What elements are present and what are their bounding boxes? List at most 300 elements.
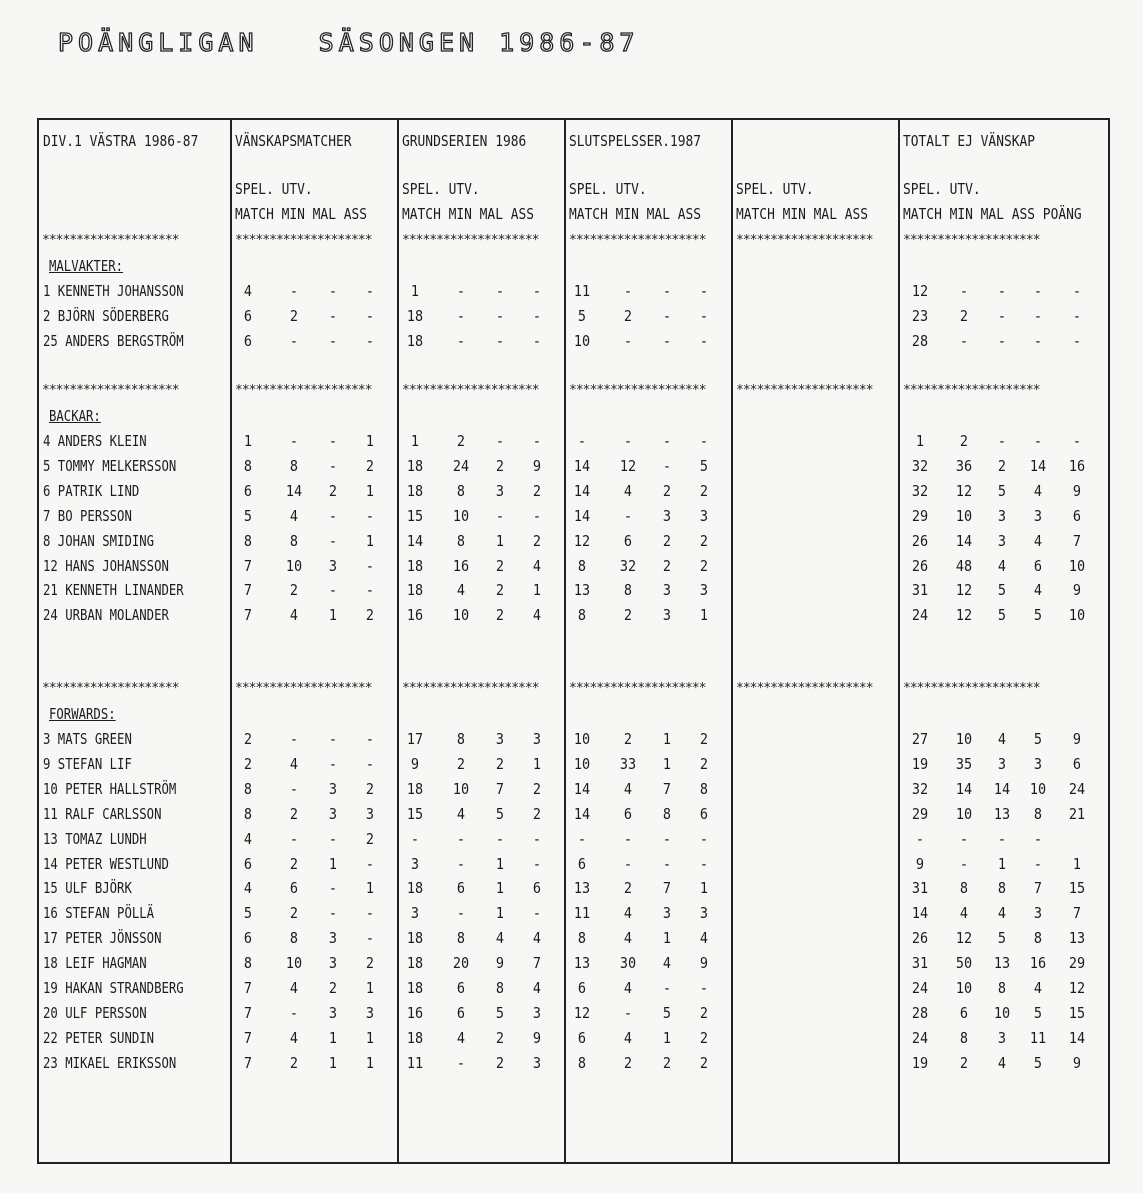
- stat-cell: -: [662, 432, 672, 450]
- stat-cell: 14: [573, 481, 591, 500]
- stat-cell: 9: [1072, 581, 1082, 600]
- stat-cell: 5: [495, 804, 505, 823]
- stat-cell: 3: [997, 506, 1007, 525]
- stat-cell: -: [365, 730, 375, 748]
- stat-cell: -: [365, 581, 375, 600]
- stat-cell: 11: [573, 282, 591, 300]
- stat-cell: 1: [365, 879, 375, 898]
- stat-cell: -: [623, 331, 633, 350]
- stat-cell: 1: [532, 754, 542, 773]
- stat-cell: -: [328, 730, 338, 748]
- player-name: 11 RALF CARLSSON: [43, 804, 162, 823]
- stat-cell: -: [289, 282, 299, 300]
- separator-stars: ********************: [235, 234, 372, 248]
- stat-cell: 10: [573, 754, 591, 773]
- stat-cell: 9: [532, 1028, 542, 1047]
- stat-cell: -: [1033, 854, 1043, 873]
- stat-cell: 5: [997, 929, 1007, 948]
- stat-cell: 1: [495, 854, 505, 873]
- stat-cell: 2: [623, 879, 633, 898]
- stat-cell: 8: [243, 531, 253, 550]
- stat-cell: 4: [532, 606, 542, 625]
- stat-cell: 29: [1068, 954, 1086, 973]
- stat-cell: 2: [365, 606, 375, 625]
- stat-cell: 6: [532, 879, 542, 898]
- stat-cell: 14: [993, 779, 1011, 798]
- stat-cell: 12: [573, 1003, 591, 1022]
- stat-cell: 12: [911, 282, 929, 300]
- stat-cell: 2: [662, 1053, 672, 1072]
- stat-cell: 3: [1033, 754, 1043, 773]
- stat-cell: -: [289, 1003, 299, 1022]
- stat-cell: -: [577, 829, 587, 848]
- group-header-slutspel: SLUTSPELSSER.1987: [569, 132, 702, 150]
- subheader-spel-utv: SPEL. UTV.: [736, 180, 814, 198]
- stat-cell: 2: [662, 556, 672, 575]
- player-name: 4 ANDERS KLEIN: [43, 432, 147, 450]
- stat-cell: 2: [328, 979, 338, 997]
- stat-cell: 3: [662, 581, 672, 600]
- stat-cell: 16: [1068, 456, 1086, 475]
- stat-cell: -: [997, 282, 1007, 300]
- stat-cell: 2: [699, 1028, 709, 1047]
- stat-cell: 1: [699, 606, 709, 625]
- stat-cell: 8: [662, 804, 672, 823]
- stat-cell: 11: [1029, 1028, 1047, 1047]
- stat-cell: 4: [456, 1028, 466, 1047]
- stat-cell: 10: [452, 606, 470, 625]
- stat-cell: -: [959, 829, 969, 848]
- stat-cell: 4: [623, 904, 633, 923]
- stat-cell: 18: [406, 954, 424, 973]
- player-name: 23 MIKAEL ERIKSSON: [43, 1053, 177, 1072]
- stat-cell: 18: [406, 879, 424, 898]
- stat-cell: 4: [456, 581, 466, 600]
- separator-stars: ********************: [42, 384, 179, 398]
- subheader-match-columns: MATCH MIN MAL ASS: [569, 205, 702, 223]
- stat-cell: 2: [495, 556, 505, 575]
- separator-stars: ********************: [42, 682, 179, 696]
- stat-cell: -: [532, 306, 542, 325]
- stat-cell: 1: [365, 432, 375, 450]
- stat-cell: 4: [623, 929, 633, 948]
- stat-cell: 2: [699, 1003, 709, 1022]
- stat-cell: 2: [662, 481, 672, 500]
- stat-cell: 4: [289, 754, 299, 773]
- stat-cell: 8: [289, 929, 299, 948]
- player-name: 5 TOMMY MELKERSSON: [43, 456, 177, 475]
- stat-cell: -: [959, 282, 969, 300]
- stat-cell: -: [289, 779, 299, 798]
- player-name: 13 TOMAZ LUNDH: [43, 829, 147, 848]
- stat-cell: -: [456, 331, 466, 350]
- player-name: 8 JOHAN SMIDING: [43, 531, 155, 550]
- subheader-match-columns: MATCH MIN MAL ASS: [235, 205, 368, 223]
- stat-cell: 6: [959, 1003, 969, 1022]
- stat-cell: 9: [532, 456, 542, 475]
- stat-cell: 3: [365, 804, 375, 823]
- subheader-spel-utv: SPEL. UTV.: [569, 180, 647, 198]
- stat-cell: -: [1072, 282, 1082, 300]
- stat-cell: 6: [699, 804, 709, 823]
- stat-cell: 8: [577, 606, 587, 625]
- stat-cell: 14: [573, 804, 591, 823]
- stat-cell: -: [365, 754, 375, 773]
- stat-cell: 1: [328, 854, 338, 873]
- stat-cell: -: [959, 854, 969, 873]
- stat-cell: 3: [1033, 506, 1043, 525]
- stat-cell: 8: [456, 531, 466, 550]
- stat-cell: -: [1033, 331, 1043, 350]
- stat-cell: -: [365, 282, 375, 300]
- stat-cell: 3: [328, 954, 338, 973]
- stat-cell: 2: [289, 804, 299, 823]
- stat-cell: -: [365, 306, 375, 325]
- stat-cell: -: [662, 854, 672, 873]
- stat-cell: -: [577, 432, 587, 450]
- column-divider: [564, 120, 566, 1162]
- stat-cell: 15: [406, 506, 424, 525]
- stat-cell: 2: [699, 556, 709, 575]
- stat-cell: 12: [1068, 979, 1086, 997]
- stat-cell: -: [365, 929, 375, 948]
- stat-cell: 1: [662, 730, 672, 748]
- stat-cell: 12: [955, 481, 973, 500]
- stat-cell: 5: [1033, 1053, 1043, 1072]
- stat-cell: 8: [959, 879, 969, 898]
- subheader-total-columns: MATCH MIN MAL ASS POÄNG: [903, 205, 1082, 223]
- player-name: 16 STEFAN PÖLLÄ: [43, 904, 155, 923]
- separator-stars: ********************: [569, 234, 706, 248]
- stat-cell: 9: [495, 954, 505, 973]
- stat-cell: 2: [456, 432, 466, 450]
- stat-cell: 3: [328, 779, 338, 798]
- stat-cell: 6: [577, 854, 587, 873]
- stat-cell: 4: [289, 506, 299, 525]
- stat-cell: 6: [1072, 506, 1082, 525]
- stat-cell: -: [456, 904, 466, 923]
- stat-cell: -: [289, 829, 299, 848]
- stat-cell: -: [1072, 306, 1082, 325]
- stat-cell: 7: [495, 779, 505, 798]
- stat-cell: 21: [1068, 804, 1086, 823]
- stat-cell: 14: [573, 506, 591, 525]
- stat-cell: -: [662, 306, 672, 325]
- stat-cell: 16: [452, 556, 470, 575]
- stat-cell: 5: [1033, 606, 1043, 625]
- stat-cell: 20: [452, 954, 470, 973]
- stat-cell: -: [532, 829, 542, 848]
- stat-cell: 23: [911, 306, 929, 325]
- stat-cell: 6: [243, 481, 253, 500]
- stat-cell: 2: [243, 754, 253, 773]
- stat-cell: 4: [456, 804, 466, 823]
- stat-cell: 14: [285, 481, 303, 500]
- page-title: POÄNGLIGAN SÄSONGEN 1986-87: [58, 28, 640, 57]
- stat-cell: 2: [365, 779, 375, 798]
- stat-cell: 2: [532, 804, 542, 823]
- stat-cell: -: [699, 854, 709, 873]
- stat-cell: 28: [911, 1003, 929, 1022]
- stat-cell: 10: [955, 804, 973, 823]
- stat-cell: -: [328, 306, 338, 325]
- stat-cell: 18: [406, 929, 424, 948]
- stat-cell: 7: [243, 606, 253, 625]
- player-name: 3 MATS GREEN: [43, 730, 132, 748]
- stat-cell: 6: [243, 854, 253, 873]
- subheader-spel-utv: SPEL. UTV.: [235, 180, 313, 198]
- stat-cell: 2: [959, 432, 969, 450]
- stat-cell: 7: [243, 979, 253, 997]
- stat-cell: 2: [532, 531, 542, 550]
- stat-cell: -: [532, 331, 542, 350]
- stat-cell: -: [456, 282, 466, 300]
- stat-cell: -: [662, 282, 672, 300]
- stat-cell: 4: [1033, 481, 1043, 500]
- stat-cell: 8: [456, 730, 466, 748]
- stat-cell: 4: [532, 929, 542, 948]
- column-header-division: DIV.1 VÄSTRA 1986-87: [43, 132, 199, 150]
- stat-cell: 4: [289, 1028, 299, 1047]
- stat-cell: 10: [573, 730, 591, 748]
- stat-cell: 26: [911, 531, 929, 550]
- stat-cell: 4: [623, 979, 633, 997]
- stat-cell: -: [328, 432, 338, 450]
- stat-cell: 4: [289, 979, 299, 997]
- stat-cell: 4: [1033, 531, 1043, 550]
- stat-cell: 10: [285, 556, 303, 575]
- stat-cell: 1: [410, 432, 420, 450]
- stat-cell: -: [495, 306, 505, 325]
- stat-cell: 5: [495, 1003, 505, 1022]
- stat-cell: -: [456, 1053, 466, 1072]
- stat-cell: 18: [406, 306, 424, 325]
- stat-cell: 7: [1072, 904, 1082, 923]
- stat-cell: 12: [955, 606, 973, 625]
- stat-cell: 3: [662, 506, 672, 525]
- stat-cell: 2: [699, 754, 709, 773]
- stat-cell: 5: [699, 456, 709, 475]
- stat-cell: -: [662, 979, 672, 997]
- stat-cell: 9: [1072, 1053, 1082, 1072]
- stat-cell: 19: [911, 1053, 929, 1072]
- stat-cell: 6: [1033, 556, 1043, 575]
- separator-stars: ********************: [235, 682, 372, 696]
- stat-cell: -: [1033, 432, 1043, 450]
- player-name: 2 BJÖRN SÖDERBERG: [43, 306, 169, 325]
- stat-cell: 13: [993, 804, 1011, 823]
- stat-cell: -: [1033, 306, 1043, 325]
- stat-cell: 8: [243, 954, 253, 973]
- stat-cell: 3: [410, 854, 420, 873]
- stat-cell: 2: [699, 481, 709, 500]
- stat-cell: -: [495, 432, 505, 450]
- stat-cell: 3: [699, 581, 709, 600]
- stat-cell: 32: [911, 779, 929, 798]
- stat-cell: 1: [365, 1028, 375, 1047]
- stat-cell: -: [699, 331, 709, 350]
- stat-cell: 2: [495, 456, 505, 475]
- stat-cell: 3: [328, 556, 338, 575]
- stat-cell: 6: [456, 979, 466, 997]
- player-name: 18 LEIF HAGMAN: [43, 954, 147, 973]
- stat-cell: 3: [997, 1028, 1007, 1047]
- stat-cell: -: [410, 829, 420, 848]
- stat-cell: 12: [955, 581, 973, 600]
- stat-cell: 4: [243, 879, 253, 898]
- stat-cell: 9: [699, 954, 709, 973]
- stat-cell: 1: [410, 282, 420, 300]
- stat-cell: 4: [662, 954, 672, 973]
- stat-cell: 14: [573, 456, 591, 475]
- stat-cell: 18: [406, 1028, 424, 1047]
- group-header-grundserien: GRUNDSERIEN 1986: [402, 132, 527, 150]
- stat-cell: 7: [243, 556, 253, 575]
- stat-cell: -: [997, 331, 1007, 350]
- stat-cell: 3: [328, 1003, 338, 1022]
- stat-cell: 7: [1033, 879, 1043, 898]
- stat-cell: 2: [495, 581, 505, 600]
- player-name: 17 PETER JÖNSSON: [43, 929, 162, 948]
- stat-cell: -: [532, 506, 542, 525]
- stat-cell: 3: [532, 1053, 542, 1072]
- stat-cell: 30: [619, 954, 637, 973]
- stat-cell: 1: [328, 1053, 338, 1072]
- stat-cell: 8: [289, 531, 299, 550]
- stat-cell: -: [289, 331, 299, 350]
- stat-cell: 4: [997, 556, 1007, 575]
- stat-cell: -: [289, 432, 299, 450]
- stat-cell: 6: [623, 804, 633, 823]
- stat-cell: 3: [365, 1003, 375, 1022]
- stat-cell: 5: [997, 606, 1007, 625]
- stat-cell: -: [289, 730, 299, 748]
- stat-cell: -: [699, 282, 709, 300]
- separator-stars: ********************: [402, 682, 539, 696]
- player-name: 9 STEFAN LIF: [43, 754, 132, 773]
- stat-cell: 4: [623, 1028, 633, 1047]
- stat-cell: 1: [915, 432, 925, 450]
- separator-stars: ********************: [736, 234, 873, 248]
- stat-cell: 4: [1033, 979, 1043, 997]
- stat-cell: -: [365, 331, 375, 350]
- stat-cell: -: [328, 506, 338, 525]
- stat-cell: 14: [955, 779, 973, 798]
- stat-cell: 26: [911, 556, 929, 575]
- stat-cell: 14: [955, 531, 973, 550]
- stat-cell: -: [623, 432, 633, 450]
- stat-cell: 1: [495, 879, 505, 898]
- stat-cell: -: [623, 282, 633, 300]
- stat-cell: -: [662, 829, 672, 848]
- stat-cell: 2: [662, 531, 672, 550]
- stat-cell: 6: [577, 1028, 587, 1047]
- stat-cell: 7: [243, 1028, 253, 1047]
- stat-cell: 1: [365, 531, 375, 550]
- stat-cell: -: [495, 506, 505, 525]
- stat-cell: 10: [452, 779, 470, 798]
- separator-stars: ********************: [569, 384, 706, 398]
- stat-cell: 18: [406, 481, 424, 500]
- stat-cell: 16: [406, 1003, 424, 1022]
- stat-cell: 4: [623, 779, 633, 798]
- stat-cell: 4: [699, 929, 709, 948]
- stat-cell: -: [328, 331, 338, 350]
- stat-cell: -: [997, 829, 1007, 848]
- stat-cell: -: [662, 456, 672, 475]
- player-name: 1 KENNETH JOHANSSON: [43, 282, 184, 300]
- stat-cell: -: [328, 531, 338, 550]
- stat-cell: 5: [243, 904, 253, 923]
- stat-cell: -: [662, 331, 672, 350]
- stat-cell: 18: [406, 979, 424, 997]
- stat-cell: 3: [410, 904, 420, 923]
- stat-cell: 9: [915, 854, 925, 873]
- stat-cell: 2: [495, 1028, 505, 1047]
- stat-cell: 6: [243, 929, 253, 948]
- group-header-totalt: TOTALT EJ VÄNSKAP: [903, 132, 1036, 150]
- player-name: 14 PETER WESTLUND: [43, 854, 169, 873]
- stat-cell: 8: [577, 1053, 587, 1072]
- stat-cell: 8: [243, 804, 253, 823]
- stat-cell: -: [328, 829, 338, 848]
- stat-cell: 4: [532, 556, 542, 575]
- stat-cell: -: [365, 904, 375, 923]
- stat-cell: 7: [532, 954, 542, 973]
- stat-cell: -: [1033, 829, 1043, 848]
- stat-cell: 8: [577, 556, 587, 575]
- stat-cell: 2: [289, 581, 299, 600]
- stat-cell: 10: [573, 331, 591, 350]
- stat-cell: 2: [495, 754, 505, 773]
- separator-stars: ********************: [235, 384, 372, 398]
- stat-cell: 19: [911, 754, 929, 773]
- stat-cell: 14: [1068, 1028, 1086, 1047]
- stat-cell: -: [532, 904, 542, 923]
- stat-cell: 6: [577, 979, 587, 997]
- stat-cell: 2: [532, 779, 542, 798]
- stat-cell: 8: [243, 779, 253, 798]
- stat-cell: 18: [406, 581, 424, 600]
- column-divider: [397, 120, 399, 1162]
- stat-cell: 1: [662, 1028, 672, 1047]
- stat-cell: -: [365, 506, 375, 525]
- stat-cell: 32: [911, 456, 929, 475]
- stat-cell: 13: [1068, 929, 1086, 948]
- stat-cell: 16: [1029, 954, 1047, 973]
- stat-cell: 3: [997, 754, 1007, 773]
- stat-cell: 1: [495, 904, 505, 923]
- stat-cell: 11: [573, 904, 591, 923]
- stat-cell: 4: [1033, 581, 1043, 600]
- stat-cell: 8: [1033, 804, 1043, 823]
- stat-cell: 2: [289, 904, 299, 923]
- stat-cell: 1: [243, 432, 253, 450]
- stat-cell: 1: [328, 1028, 338, 1047]
- stat-cell: -: [365, 854, 375, 873]
- stat-cell: -: [328, 581, 338, 600]
- stat-cell: 10: [955, 730, 973, 748]
- stat-cell: 14: [1029, 456, 1047, 475]
- separator-stars: ********************: [736, 682, 873, 696]
- stat-cell: -: [623, 829, 633, 848]
- stat-cell: 15: [1068, 879, 1086, 898]
- stat-cell: 2: [365, 954, 375, 973]
- separator-stars: ********************: [402, 384, 539, 398]
- stat-cell: 1: [997, 854, 1007, 873]
- stat-cell: 18: [406, 456, 424, 475]
- stat-cell: 2: [623, 306, 633, 325]
